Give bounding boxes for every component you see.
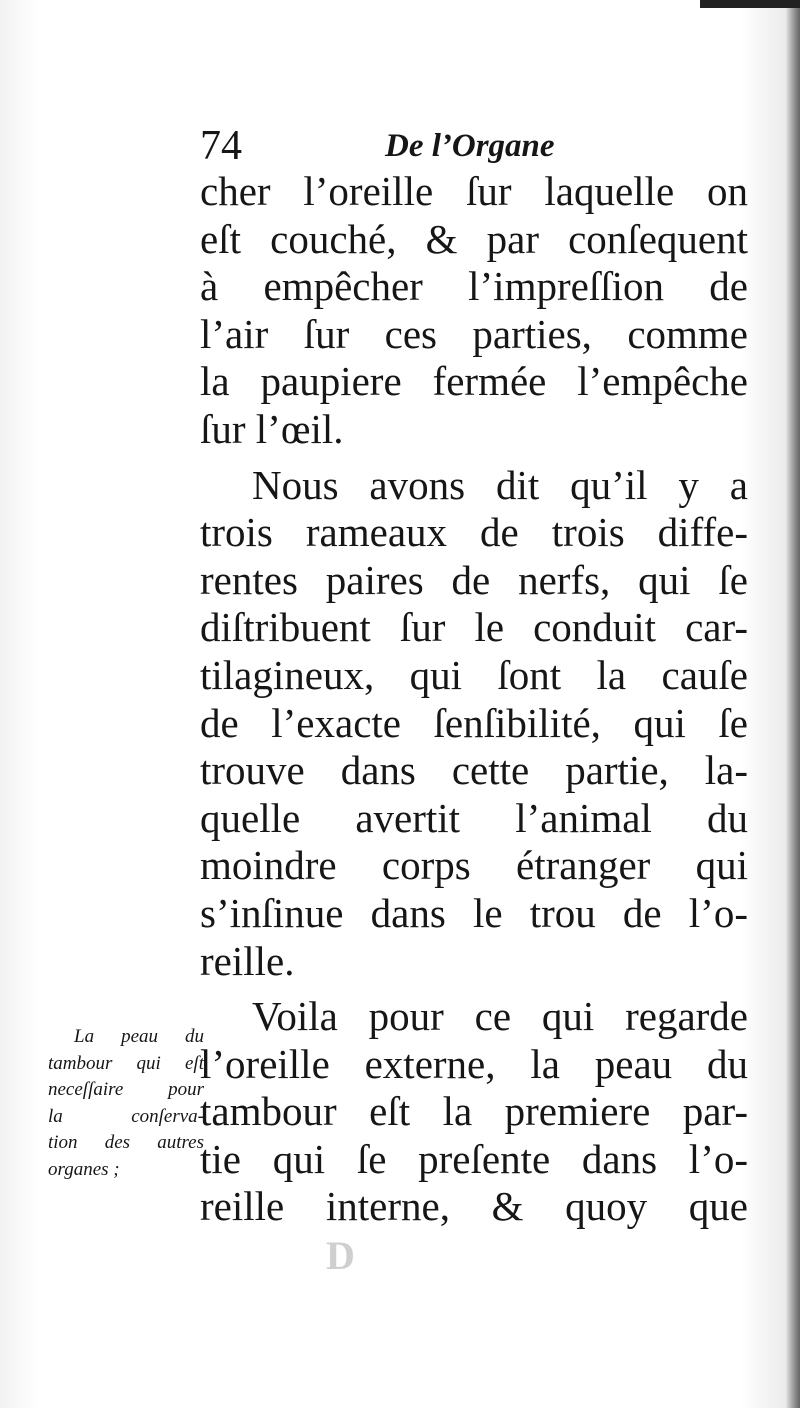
text-line: l’air ſur ces parties, comme [200,310,748,357]
text-line: rentes paires de nerfs, qui ſe [200,556,748,603]
body-text [200,168,748,1231]
text-line: ſur l’œil. [200,405,344,452]
margin-note [48,1024,204,1183]
page-header [200,122,580,170]
text-line: diſtribuent ſur le conduit car- [200,604,748,651]
text-line: s’inſinue dans le trou de l’o- [200,889,748,936]
text-line: trois rameaux de trois diffe- [200,509,748,556]
text-line: quelle avertit l’animal du [200,794,748,841]
text-line: de l’exacte ſenſibilité, qui ſe [200,699,748,746]
text-line: tie qui ſe preſente dans l’o- [200,1135,748,1182]
page-edge-shadow [786,0,800,1408]
text-line: tilagineux, qui ſont la cauſe [200,651,748,698]
text-line: eſt couché, & par conſequent [200,215,748,262]
text-line: cher l’oreille ſur laquelle on [200,168,748,214]
page-edge-dark [700,0,800,8]
margin-note-line: tambour qui eſt [48,1052,204,1074]
text-line: Nous avons dit qu’il y a [252,461,748,508]
paragraph-gap [200,454,748,462]
margin-note-line: organes ; [48,1158,120,1180]
signature-mark: D [326,1233,355,1278]
text-line: la paupiere fermée l’empêche [200,358,748,405]
text-line: reille. [200,937,295,984]
paragraph-gap [200,985,748,993]
text-line: Voila pour ce qui regarde [252,993,748,1040]
text-line: reille interne, & quoy que [200,1183,748,1230]
margin-note-line: la conſerva- [48,1105,204,1127]
text-line: tambour eſt la premiere par- [200,1088,748,1135]
page-number: 74 [200,123,242,169]
text-line: l’oreille externe, la peau du [200,1040,748,1087]
margin-note-line: tion des autres [48,1132,204,1153]
text-line: moindre corps étranger qui [200,842,748,889]
running-head: De l’Organe [385,128,555,164]
margin-note-line: neceſſaire pour [48,1079,204,1100]
text-line: trouve dans cette partie, la- [200,747,748,794]
text-line: à empêcher l’impreſſion de [200,263,748,310]
margin-note-line: La peau du [74,1026,204,1047]
